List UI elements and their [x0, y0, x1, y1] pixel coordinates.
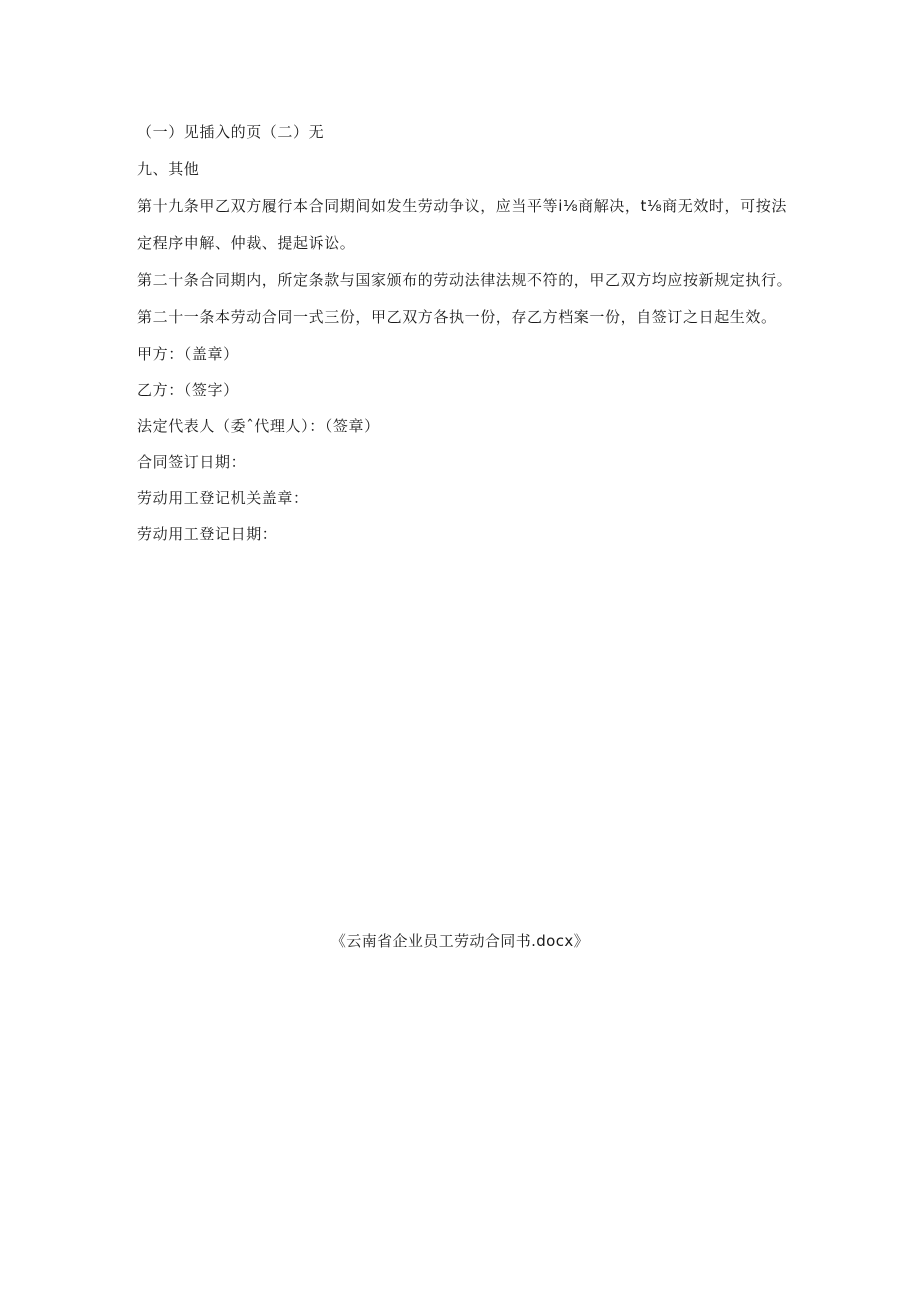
contract-signing-date: 合同签订日期：	[137, 453, 247, 471]
article-21: 第二十一条本劳动合同一式三份，甲乙双方各执一份，存乙方档案一份，自签订之日起生效。	[137, 308, 777, 326]
registration-date: 劳动用工登记日期：	[137, 525, 278, 543]
party-b-signature: 乙方：（签字）	[137, 381, 239, 399]
section-heading-other: 九、其他	[137, 160, 200, 178]
paragraph-attachment: （一）见插入的页（二）无	[137, 123, 325, 141]
registration-authority-seal: 劳动用工登记机关盖章：	[137, 489, 309, 507]
article-20: 第二十条合同期内，所定条款与国家颁布的劳动法律法规不符的，甲乙双方均应按新规定执行。	[137, 271, 793, 289]
legal-representative-signature: 法定代表人（委ˆ代理人）：（签章）	[137, 417, 380, 435]
document-body	[137, 114, 797, 552]
article-19: 第十九条甲乙双方履行本合同期间如发生劳动争议，应当平等i⅛商解决，t⅛商无效时，可按法定程序申解、仲裁、提起诉讼。	[137, 197, 787, 252]
party-a-seal: 甲方：（盖章）	[137, 345, 239, 363]
document-filename-footer: 《云南省企业员工劳动合同书.docx》	[330, 932, 590, 950]
